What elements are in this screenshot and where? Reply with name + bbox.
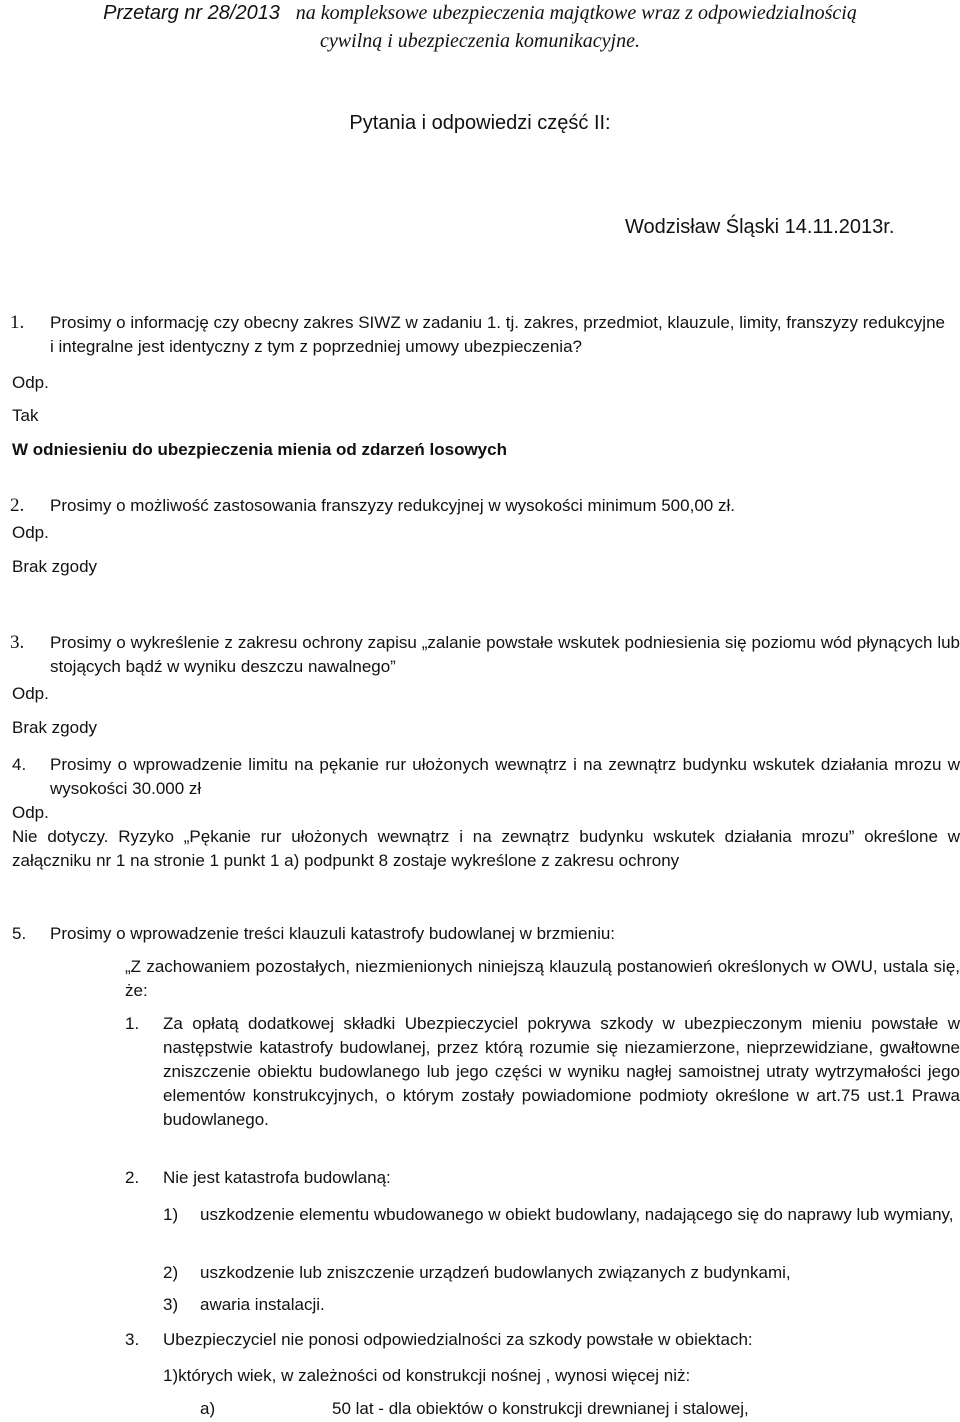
q2-odp-label: Odp.	[12, 523, 49, 542]
sub-item-1-number: 1)	[163, 1205, 179, 1224]
clause-intro: „Z zachowaniem pozostałych, niezmienionych niniejszą klauzulą postanowień określonych w OWU, ustala się, że:	[125, 957, 960, 1000]
sub-sub-item-a-text: 50 lat - dla obiektów o konstrukcji drewnianej i stalowej,	[332, 1399, 749, 1418]
tender-description: na kompleksowe ubezpieczenia majątkowe wraz z odpowiedzialnością	[295, 2, 857, 24]
q4-number: 4.	[12, 755, 27, 774]
clause-item-1-number: 1.	[125, 1014, 140, 1033]
sub-item-2-number: 2)	[163, 1263, 179, 1282]
q3-odp-label: Odp.	[12, 684, 49, 703]
sub-item-2-text: uszkodzenie lub zniszczenie urządzeń budowlanych związanych z budynkami,	[200, 1263, 791, 1282]
q4-text: Prosimy o wprowadzenie limitu na pękanie rur ułożonych wewnątrz i na zewnątrz budynku wskutek działania mrozu w wysokości 30.000 zł	[50, 755, 960, 798]
age-condition-line: 1)których wiek, w zależności od konstrukcji nośnej , wynosi więcej niż:	[163, 1366, 691, 1385]
q1-answer: Tak	[12, 406, 39, 425]
sub-sub-item-a-number: a)	[200, 1399, 216, 1418]
clause-item-3-number: 3.	[125, 1330, 140, 1349]
document-subtitle: Pytania i odpowiedzi część II:	[349, 112, 611, 134]
tender-number: Przetarg nr 28/2013	[103, 2, 280, 24]
q3-text: Prosimy o wykreślenie z zakresu ochrony zapisu „zalanie powstałe wskutek podniesienia się poziomu wód płynących lub stojących bądź w wyniku deszczu nawalnego”	[50, 633, 960, 676]
sub-item-1-text: uszkodzenie elementu wbudowanego w obiekt budowlany, nadającego się do naprawy lub wymiany,	[200, 1205, 954, 1224]
q3-answer: Brak zgody	[12, 718, 98, 737]
sub-item-3-text: awaria instalacji.	[200, 1295, 325, 1314]
q1-odp-label: Odp.	[12, 373, 49, 392]
clause-item-2-number: 2.	[125, 1168, 140, 1187]
section-heading: W odniesieniu do ubezpieczenia mienia od zdarzeń losowych	[12, 440, 507, 459]
tender-header-line1	[0, 2, 960, 25]
q4-odp-label: Odp.	[12, 803, 49, 822]
q5-text: Prosimy o wprowadzenie treści klauzuli katastrofy budowlanej w brzmieniu:	[50, 924, 616, 943]
clause-item-2-text: Nie jest katastrofa budowlaną:	[163, 1168, 391, 1187]
q4-answer: Nie dotyczy. Ryzyko „Pękanie rur ułożonych wewnątrz i na zewnątrz budynku wskutek działania mrozu” określone w załączniku nr 1 na stronie 1 punkt 1 a) podpunkt 8 zostaje wykreślone z zakresu ochrony	[12, 827, 960, 870]
clause-item-3-text: Ubezpieczyciel nie ponosi odpowiedzialności za szkody powstałe w obiektach:	[163, 1330, 753, 1349]
tender-header-line2	[0, 30, 960, 53]
q3-number: 3.	[10, 632, 25, 653]
q2-text: Prosimy o możliwość zastosowania franszyzy redukcyjnej w wysokości minimum 500,00 zł.	[50, 496, 735, 515]
sub-item-3-number: 3)	[163, 1295, 179, 1314]
clause-item-1-text: Za opłatą dodatkowej składki Ubezpieczyciel pokrywa szkody w ubezpieczonym mieniu powstałe w następstwie katastrofy budowlanej, przez którą rozumie się niezamierzone, nieprzewidziane, gwałtowne zniszczenie obiektu budowlanego lub jego części w wyniku nagłej samoistnej utraty wytrzymałości jego elementów konstrukcyjnych, o którym zostały powiadomione podmioty określone w art.75 ust.1 Prawa budowlanego.	[163, 1014, 960, 1129]
q2-answer: Brak zgody	[12, 557, 98, 576]
tender-description-cont: cywilną i ubezpieczenia komunikacyjne.	[320, 30, 640, 52]
place-date: Wodzisław Śląski 14.11.2013r.	[625, 216, 895, 238]
q1-number: 1.	[10, 312, 25, 333]
q2-number: 2.	[10, 495, 25, 516]
q5-number: 5.	[12, 924, 27, 943]
q1-text: Prosimy o informację czy obecny zakres SIWZ w zadaniu 1. tj. zakres, przedmiot, klauzule, limity, franszyzy redukcyjne i integralne jest identyczny z tym z poprzedniej umowy ubezpieczenia?	[50, 313, 945, 356]
